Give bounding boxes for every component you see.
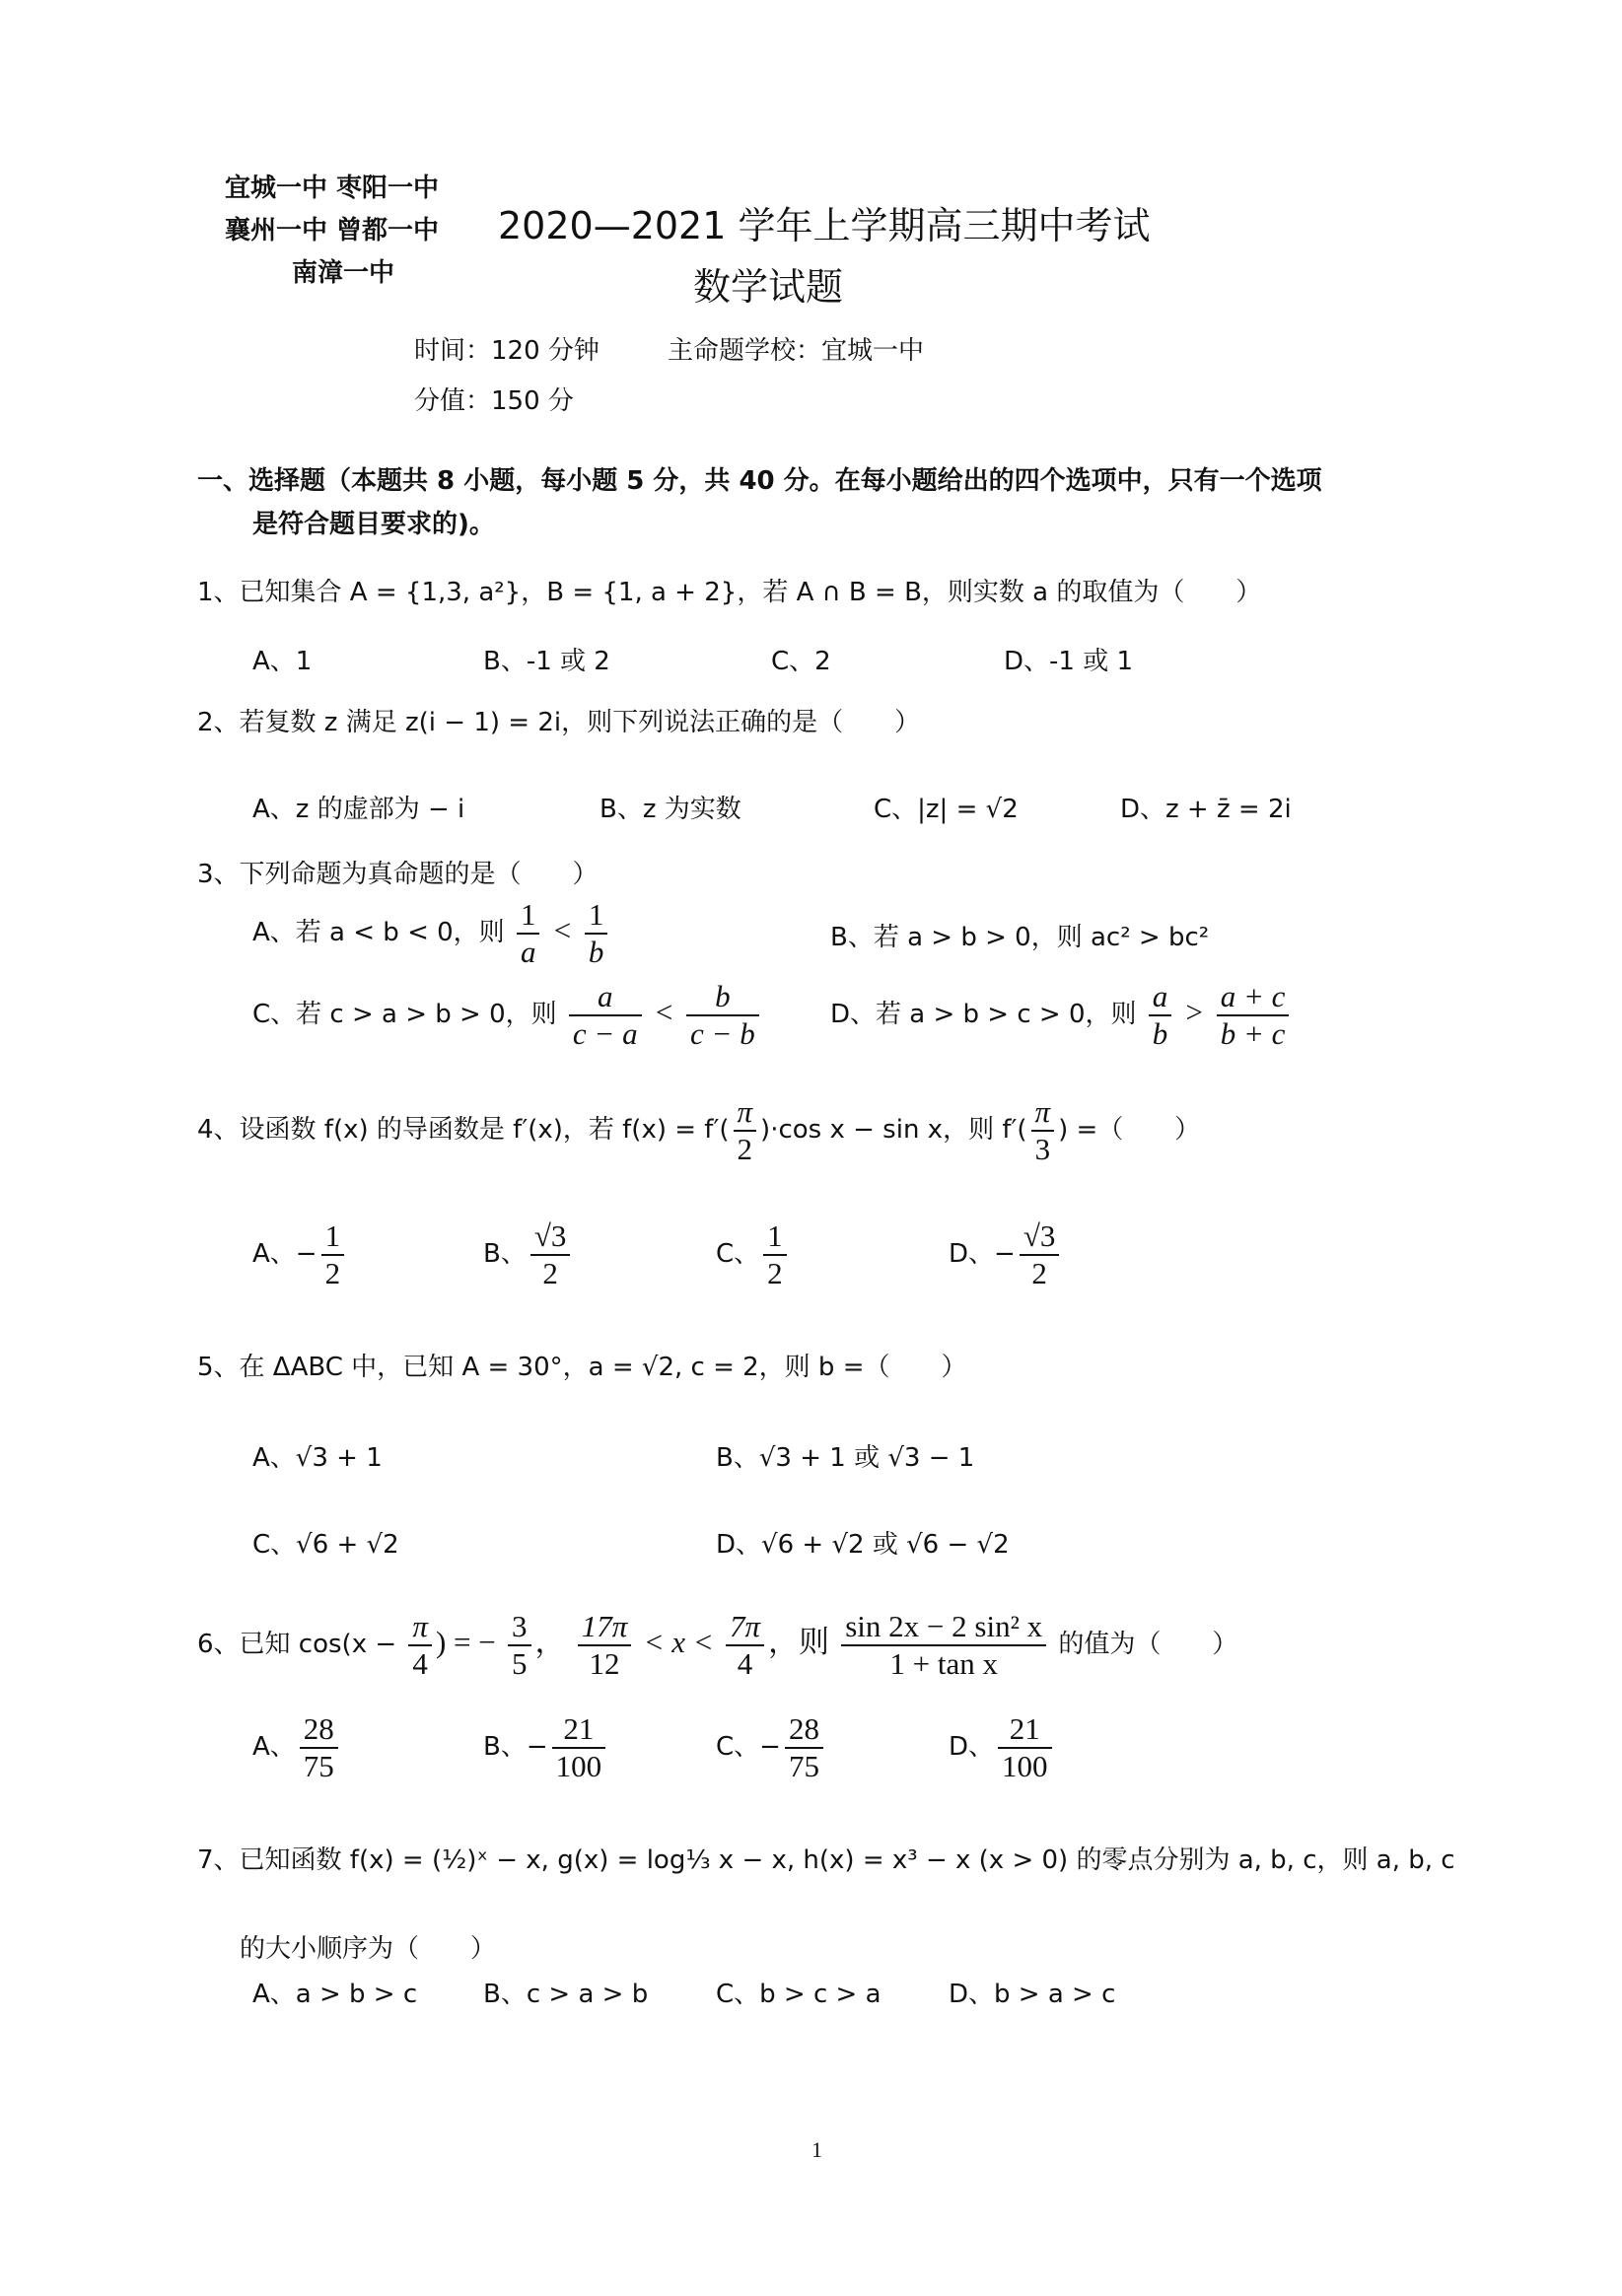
question-4-option-d-label: D、− — [949, 1239, 1016, 1270]
question-6-option-c-label: C、− — [716, 1732, 781, 1763]
question-6-option-a-label: A、 — [252, 1732, 296, 1763]
fraction-21-over-100: $\frac{21}{100}$ — [552, 1711, 606, 1783]
question-2-option-c: C、|z| = √2 — [874, 795, 1019, 824]
question-6-stem-part-1: 6、已知 cos(x − — [197, 1630, 397, 1660]
exam-school: 主命题学校：宜城一中 — [668, 336, 925, 366]
question-2-stem: 2、若复数 z 满足 z(i − 1) = 2i，则下列说法正确的是（ ） — [197, 708, 921, 737]
question-5-option-b: B、√3 + 1 或 √3 − 1 — [716, 1443, 975, 1473]
question-5-option-d: D、√6 + √2 或 √6 − √2 — [716, 1530, 1010, 1560]
page-number: 1 — [811, 2137, 822, 2162]
school-line-3: 南漳一中 — [292, 258, 395, 288]
question-6-option-d-label: D、 — [949, 1732, 995, 1763]
fraction-1-over-2: $\frac{1}{2}$ — [763, 1218, 787, 1290]
question-6-option-b — [483, 1711, 609, 1783]
question-3-option-d: D、若 a > b > c > 0，则 $\frac{a}{b}$ > $\frac{a + c}{b + c}$ — [830, 979, 1293, 1051]
section-heading-line-2: 是符合题目要求的)。 — [252, 510, 495, 539]
question-4-stem-part-2: )·cos x − sin x，则 f′( — [760, 1115, 1027, 1146]
school-line-1: 宜城一中 枣阳一中 — [225, 174, 440, 203]
question-4-option-a — [252, 1218, 348, 1290]
question-4-option-d — [949, 1218, 1063, 1290]
fraction-pi-over-3: $\frac{\pi}{3}$ — [1031, 1094, 1055, 1166]
fraction-sqrt3-over-2: $\frac{√3}{2}$ — [530, 1218, 571, 1290]
question-4-stem-part-1: 4、设函数 f(x) 的导函数是 f′(x)，若 f(x) = f′( — [197, 1115, 730, 1146]
question-2-option-a: A、z 的虚部为 − i — [252, 795, 465, 824]
question-1-option-d: D、-1 或 1 — [1004, 647, 1134, 676]
fraction-pi-over-2: $\frac{\pi}{2}$ — [734, 1094, 757, 1166]
question-2-option-d: D、z + z̄ = 2i — [1120, 795, 1292, 824]
question-6-option-d — [949, 1711, 1056, 1783]
fraction-a-over-b: $\frac{a}{b}$ — [1149, 979, 1172, 1051]
question-4-option-a-label: A、− — [252, 1239, 317, 1270]
question-7-option-b: B、c > a > b — [483, 1980, 649, 2009]
question-5-stem: 5、在 ΔABC 中，已知 A = 30°，a = √2, c = 2，则 b =（ ） — [197, 1353, 967, 1382]
question-4-option-b-label: B、 — [483, 1239, 527, 1270]
fraction-28-over-75: $\frac{28}{75}$ — [300, 1711, 338, 1783]
question-6-option-b-label: B、− — [483, 1732, 548, 1763]
question-3-stem: 3、下列命题为真命题的是（ ） — [197, 860, 599, 889]
fraction-a-over-c-minus-a: $\frac{a}{c - a}$ — [569, 979, 642, 1051]
exam-title: 2020—2021 学年上学期高三期中考试 — [498, 204, 1151, 247]
fraction-1-over-b: $\frac{1}{b}$ — [585, 897, 608, 969]
fraction-sqrt3-over-2: $\frac{√3}{2}$ — [1020, 1218, 1060, 1290]
question-7-option-a: A、a > b > c — [252, 1980, 418, 2009]
question-6-stem-tail: 的值为（ ） — [1058, 1630, 1238, 1660]
exam-time: 时间：120 分钟 — [414, 336, 599, 366]
question-4-option-c — [716, 1218, 791, 1290]
question-1-option-c: C、2 — [771, 647, 831, 676]
fraction-a-plus-c-over-b-plus-c: $\frac{a + c}{b + c}$ — [1217, 979, 1290, 1051]
question-1-option-a: A、1 — [252, 647, 313, 676]
question-3-option-a-text: A、若 a < b < 0，则 — [252, 918, 505, 948]
fraction-17pi-over-12: $\frac{17\pi}{12}$ — [578, 1609, 632, 1681]
question-6-option-a — [252, 1711, 342, 1783]
fraction-3-over-5: $\frac{3}{5}$ — [508, 1609, 531, 1681]
question-3-option-b: B、若 a > b > 0，则 ac² > bc² — [830, 923, 1210, 952]
fraction-21-over-100: $\frac{21}{100}$ — [998, 1711, 1052, 1783]
question-3-option-d-text: D、若 a > b > c > 0，则 — [830, 1000, 1137, 1030]
question-7-stem-line-2: 的大小顺序为（ ） — [240, 1934, 497, 1964]
question-1-stem: 1、已知集合 A = {1,3, a²}，B = {1, a + 2}，若 A ∩ B = B，则实数 a 的取值为（ ） — [197, 578, 1262, 607]
exam-subtitle: 数学试题 — [693, 265, 844, 309]
section-heading-line-1: 一、选择题（本题共 8 小题，每小题 5 分，共 40 分。在每小题给出的四个选项中，只有一个选项 — [197, 466, 1322, 496]
school-line-2: 襄州一中 曾都一中 — [225, 216, 440, 245]
question-4-stem-part-3: ) =（ ） — [1058, 1115, 1201, 1146]
question-6-stem: 6、已知 cos(x − $\frac{\pi}{4}$ ) = − $\frac{3}{5}$ ， $\frac{17\pi}{12}$ < x < $\frac{7\pi}{4}$ ，则 $\frac{\text{sin 2x − 2 sin² x}}{\text{1 + tan x}}$ 的值为（ ） — [197, 1609, 1238, 1681]
question-7-option-c: C、b > c > a — [716, 1980, 882, 2009]
question-5-option-a: A、√3 + 1 — [252, 1443, 383, 1473]
question-6-option-c — [716, 1711, 827, 1783]
fraction-b-over-c-minus-b: $\frac{b}{c - b}$ — [686, 979, 759, 1051]
question-7-option-d: D、b > a > c — [949, 1980, 1116, 2009]
question-3-option-c-text: C、若 c > a > b > 0，则 — [252, 1000, 557, 1030]
fraction-pi-over-4: $\frac{\pi}{4}$ — [408, 1609, 432, 1681]
question-2-option-b: B、z 为实数 — [599, 795, 741, 824]
question-3-option-a: A、若 a < b < 0，则 $\frac{1}{a}$ < $\frac{1}{b}$ — [252, 897, 611, 969]
fraction-trig-expression: $\frac{\text{sin 2x − 2 sin² x}}{\text{1 + tan x}}$ — [841, 1609, 1046, 1681]
fraction-28-over-75: $\frac{28}{75}$ — [785, 1711, 823, 1783]
fraction-1-over-a: $\frac{1}{a}$ — [517, 897, 540, 969]
question-3-option-c: C、若 c > a > b > 0，则 $\frac{a}{c - a}$ < $\frac{b}{c - b}$ — [252, 979, 763, 1051]
fraction-7pi-over-4: $\frac{7\pi}{4}$ — [726, 1609, 764, 1681]
question-5-option-c: C、√6 + √2 — [252, 1530, 399, 1560]
fraction-1-over-2: $\frac{1}{2}$ — [321, 1218, 345, 1290]
question-7-stem: 7、已知函数 f(x) = (½)ˣ − x, g(x) = log⅓ x − x, h(x) = x³ − x (x > 0) 的零点分别为 a, b, c，则 a, b, c — [197, 1845, 1455, 1875]
question-4-option-b — [483, 1218, 574, 1290]
question-4-stem — [197, 1094, 1200, 1166]
question-1-option-b: B、-1 或 2 — [483, 647, 610, 676]
exam-score: 分值：150 分 — [414, 386, 574, 416]
question-4-option-c-label: C、 — [716, 1239, 760, 1270]
